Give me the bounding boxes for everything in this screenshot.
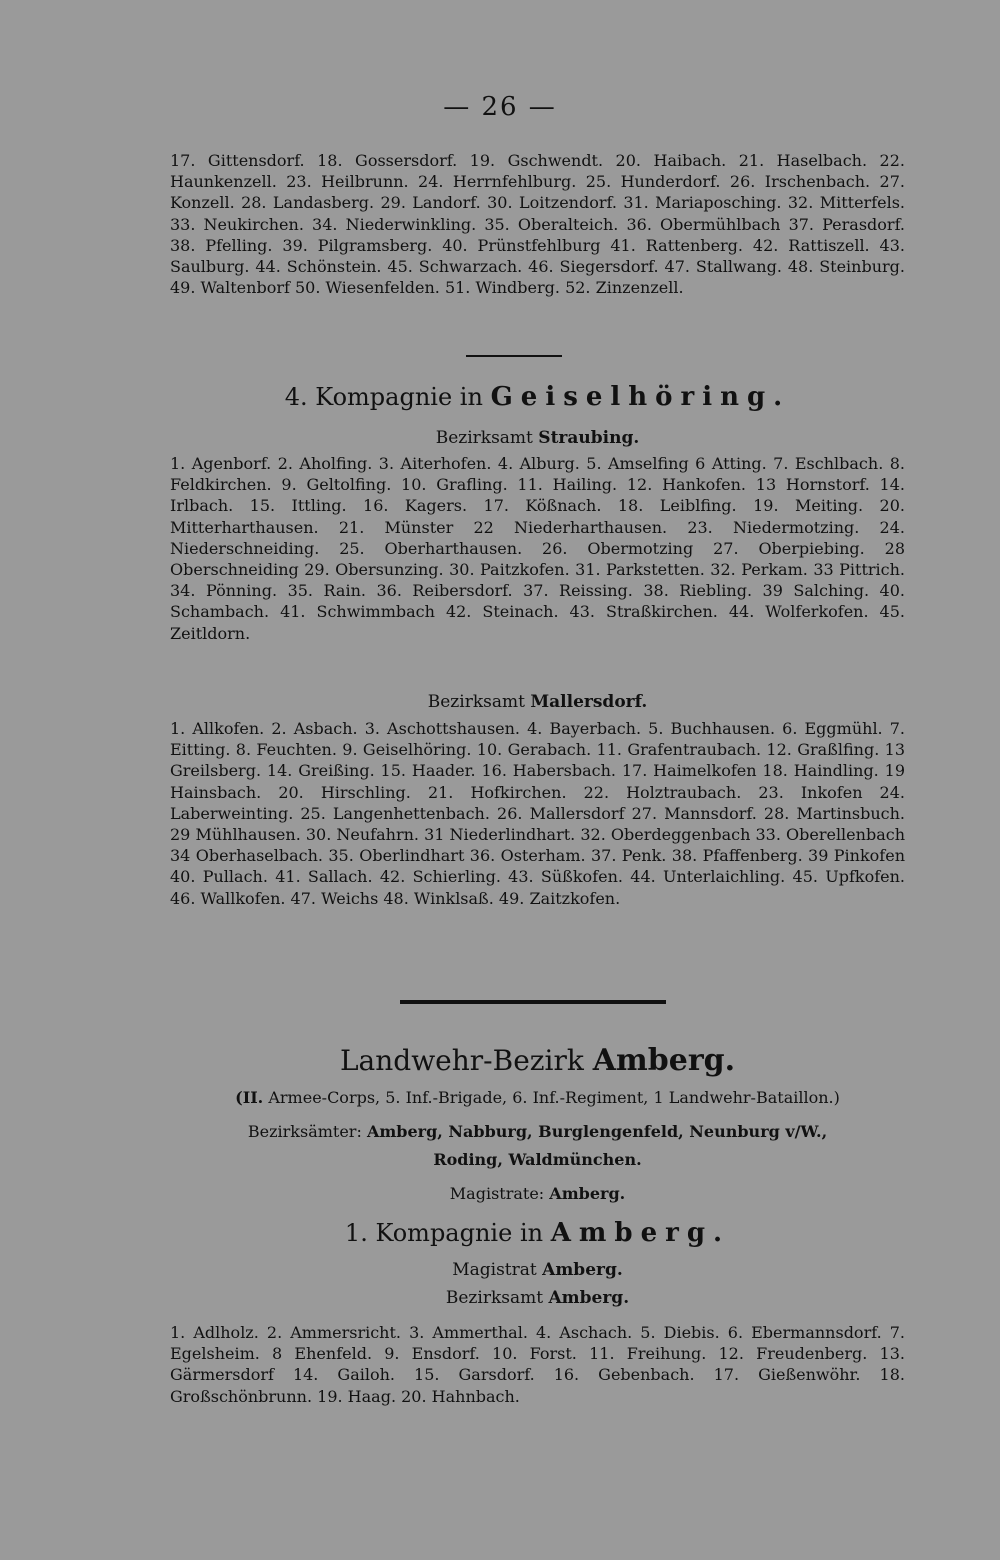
company-heading-amberg [170,1218,905,1248]
corps-text: Armee-Corps, 5. Inf.-Brigade, 6. Inf.-Regiment, 1 Landwehr-Bataillon.) [268,1088,840,1107]
magistrate-label: Magistrate: [449,1184,545,1203]
page-number: — 26 — [443,92,557,122]
bezirksaemter-values: Amberg, Nabburg, Burglengenfeld, Neunburg v/W., [366,1122,828,1141]
landwehr-title [170,1043,905,1078]
bezirksamt-line [170,1288,905,1308]
bezirksaemter-line2 [170,1150,905,1169]
bezirksaemter-label: Bezirksämter: [247,1122,362,1141]
company-prefix: 1. Kompagnie in [344,1219,544,1247]
corps-bold: (II. [235,1088,264,1107]
bezirksamt-value: Amberg. [548,1288,630,1308]
bezirksamt-label: Bezirksamt [445,1288,544,1308]
bezirksaemter-line [170,1122,905,1141]
heading-place: Geiselhöring. [490,382,791,412]
magistrat-label: Magistrat [452,1260,537,1280]
magistrate-line [170,1184,905,1203]
thick-divider [400,1000,666,1004]
company-place: Amberg. [550,1218,731,1248]
magistrat-value: Amberg. [542,1260,623,1280]
place-list-straubing: 1. Agenborf. 2. Aholfing. 3. Aiterhofen. 4. Alburg. 5. Amselfing 6 Atting. 7. Eschlbach. 8. Feldkirchen. 9. Geltolfing. 10. Grafling. 11. Hailing. 12. Hankofen. 13 Hornstorf. 14. Irlbach. 15. Ittling. 16. Kagers. 17. Kößnach. 18. Leiblfing. 19. Meiting. 20. Mitterharthausen. 21. Münster 22 Niederharthausen. 23. Niedermotzing. 24. Niederschneiding. 25. Oberharthausen. 26. Obermotzing 27. Oberpiebing. 28 Oberschneiding 29. Obersunzing. 30. Paitzkofen. 31. Parkstetten. 32. Perkam. 33 Pittrich. 34. Pönning. 35. Rain. 36. Reibersdorf. 37. Reissing. 38. Riebling. 39 Salching. 40. Schambach. 41. Schwimmbach 42. Steinach. 43. Straßkirchen. 44. Wolferkofen. 45. Zeitldorn. [170,454,905,643]
district-label: Bezirksamt [427,692,525,712]
place-list-block1: 17. Gittensdorf. 18. Gossersdorf. 19. Gschwendt. 20. Haibach. 21. Haselbach. 22. Haunkenzell. 23. Heilbrunn. 24. Herrnfehlburg. 25. Hunderdorf. 26. Irschenbach. 27. Konzell. 28. Landasberg. 29. Landorf. 30. Loitzendorf. 31. Mariaposching. 32. Mitterfels. 33. Neukirchen. 34. Niederwinkling. 35. Oberalteich. 36. Obermühlbach 37. Perasdorf. 38. Pfelling. 39. Pilgramsberg. 40. Prünstfehlburg 41. Rattenberg. 42. Rattiszell. 43. Saulburg. 44. Schönstein. 45. Schwarzach. 46. Siegersdorf. 47. Stallwang. 48. Steinburg. 49. Waltenborf 50. Wiesenfelden. 51. Windberg. 52. Zinzenzell. [170,151,905,298]
district-heading-straubing [170,428,905,448]
place-list-mallersdorf: 1. Allkofen. 2. Asbach. 3. Aschottshausen. 4. Bayerbach. 5. Buchhausen. 6. Eggmühl. 7. Eitting. 8. Feuchten. 9. Geiselhöring. 10. Gerabach. 11. Grafentraubach. 12. Graßlfing. 13 Greilsberg. 14. Greißing. 15. Haader. 16. Habersbach. 17. Haimelkofen 18. Haindling. 19 Hainsbach. 20. Hirschling. 21. Hofkirchen. 22. Holztraubach. 23. Inkofen 24. Laberweinting. 25. Langenhettenbach. 26. Mallersdorf 27. Mannsdorf. 28. Martinsbuch. 29 Mühlhausen. 30. Neufahrn. 31 Niederlindhart. 32. Oberdeggenbach 33. Oberellenbach 34 Oberhaselbach. 35. Oberlindhart 36. Osterham. 37. Penk. 38. Pfaffenberg. 39 Pinkofen 40. Pullach. 41. Sallach. 42. Schierling. 43. Süßkofen. 44. Unterlaichling. 45. Upfkofen. 46. Wallkofen. 47. Weichs 48. Winklsaß. 49. Zaitzkofen. [170,719,905,908]
district-name: Straubing. [538,428,640,448]
short-divider [466,355,562,357]
magistrat-line [170,1260,905,1280]
district-heading-mallersdorf [170,692,905,712]
company-heading-geiselhoering [170,382,905,412]
heading-prefix: 4. Kompagnie in [284,383,483,411]
district-name: Mallersdorf. [530,692,648,712]
bezirksaemter-values2: Roding, Waldmünchen. [433,1150,642,1169]
magistrate-value: Amberg. [549,1184,626,1203]
district-label: Bezirksamt [435,428,533,448]
title-place: Amberg. [592,1043,736,1078]
title-prefix: Landwehr-Bezirk [339,1044,584,1077]
place-list-amberg: 1. Adlholz. 2. Ammersricht. 3. Ammerthal. 4. Aschach. 5. Diebis. 6. Ebermannsdorf. 7. Egelsheim. 8 Ehenfeld. 9. Ensdorf. 10. Forst. 11. Freihung. 12. Freudenberg. 13. Gärmersdorf 14. Gailoh. 15. Garsdorf. 16. Gebenbach. 17. Gießenwöhr. 18. Großschönbrunn. 19. Haag. 20. Hahnbach. [170,1323,905,1406]
corps-line [170,1088,905,1107]
